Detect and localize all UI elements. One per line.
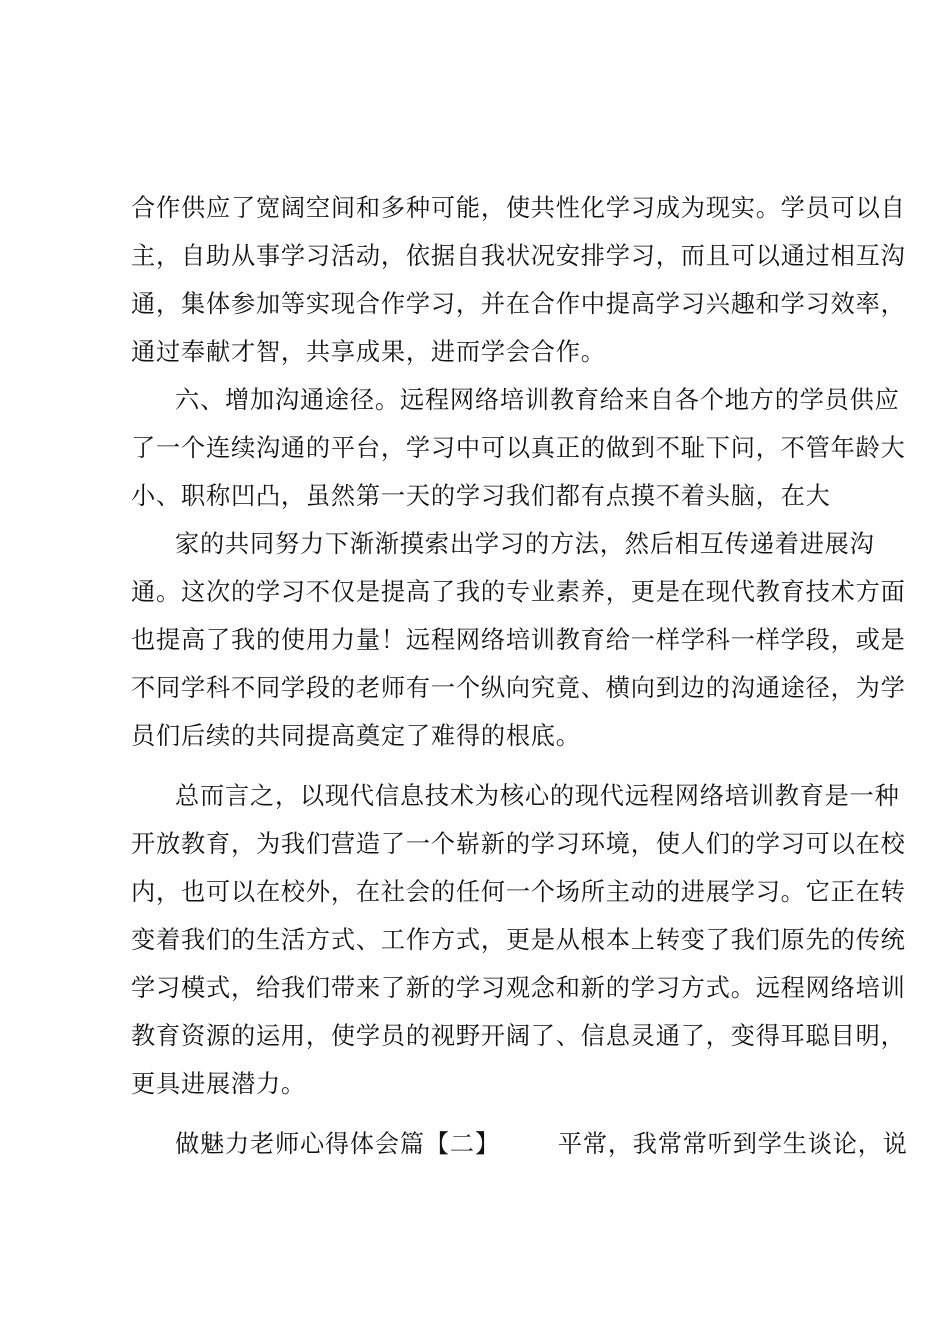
paragraph-start-line: 家的共同努力下渐渐摸索出学习的方法，然后相互传递着进展沟 bbox=[175, 530, 875, 558]
text-line: 内，也可以在校外，在社会的任何一个场所主动的进展学习。它正在转 bbox=[131, 878, 906, 906]
section-title: 做魅力老师心得体会篇【二】 bbox=[175, 1130, 500, 1158]
text-line: 通。这次的学习不仅是提高了我的专业素养，更是在现代教育技术方面 bbox=[131, 578, 906, 606]
paragraph-start-line: 总而言之，以现代信息技术为核心的现代远程网络培训教育是一种 bbox=[175, 782, 900, 810]
text-line: 通，集体参加等实现合作学习，并在合作中提高学习兴趣和学习效率， bbox=[131, 290, 906, 318]
text-line: 开放教育，为我们营造了一个崭新的学习环境，使人们的学习可以在校 bbox=[131, 830, 906, 858]
text-line: 小、职称凹凸，虽然第一天的学习我们都有点摸不着头脑，在大 bbox=[131, 482, 831, 510]
text-line: 合作供应了宽阔空间和多种可能，使共性化学习成为现实。学员可以自 bbox=[131, 194, 906, 222]
text-line: 更具进展潜力。 bbox=[131, 1070, 306, 1098]
section-title-continuation: 平常，我常常听到学生谈论，说 bbox=[557, 1130, 908, 1158]
text-line: 也提高了我的使用力量！远程网络培训教育给一样学科一样学段，或是 bbox=[131, 626, 906, 654]
section-title-line bbox=[175, 1129, 908, 1159]
paragraph-start-line: 六、增加沟通途径。远程网络培训教育给来自各个地方的学员供应 bbox=[175, 386, 900, 414]
text-line: 不同学科不同学段的老师有一个纵向究竟、横向到边的沟通途径，为学 bbox=[131, 674, 906, 702]
text-line: 教育资源的运用，使学员的视野开阔了、信息灵通了，变得耳聪目明， bbox=[131, 1022, 906, 1050]
text-line: 学习模式，给我们带来了新的学习观念和新的学习方式。远程网络培训 bbox=[131, 974, 906, 1002]
text-line: 员们后续的共同提高奠定了难得的根底。 bbox=[131, 722, 581, 750]
text-line: 主，自助从事学习活动，依据自我状况安排学习，而且可以通过相互沟 bbox=[131, 242, 906, 270]
text-line: 通过奉献才智，共享成果，进而学会合作。 bbox=[131, 338, 606, 366]
text-line: 变着我们的生活方式、工作方式，更是从根本上转变了我们原先的传统 bbox=[131, 926, 906, 954]
text-line: 了一个连续沟通的平台，学习中可以真正的做到不耻下问，不管年龄大 bbox=[131, 434, 906, 462]
